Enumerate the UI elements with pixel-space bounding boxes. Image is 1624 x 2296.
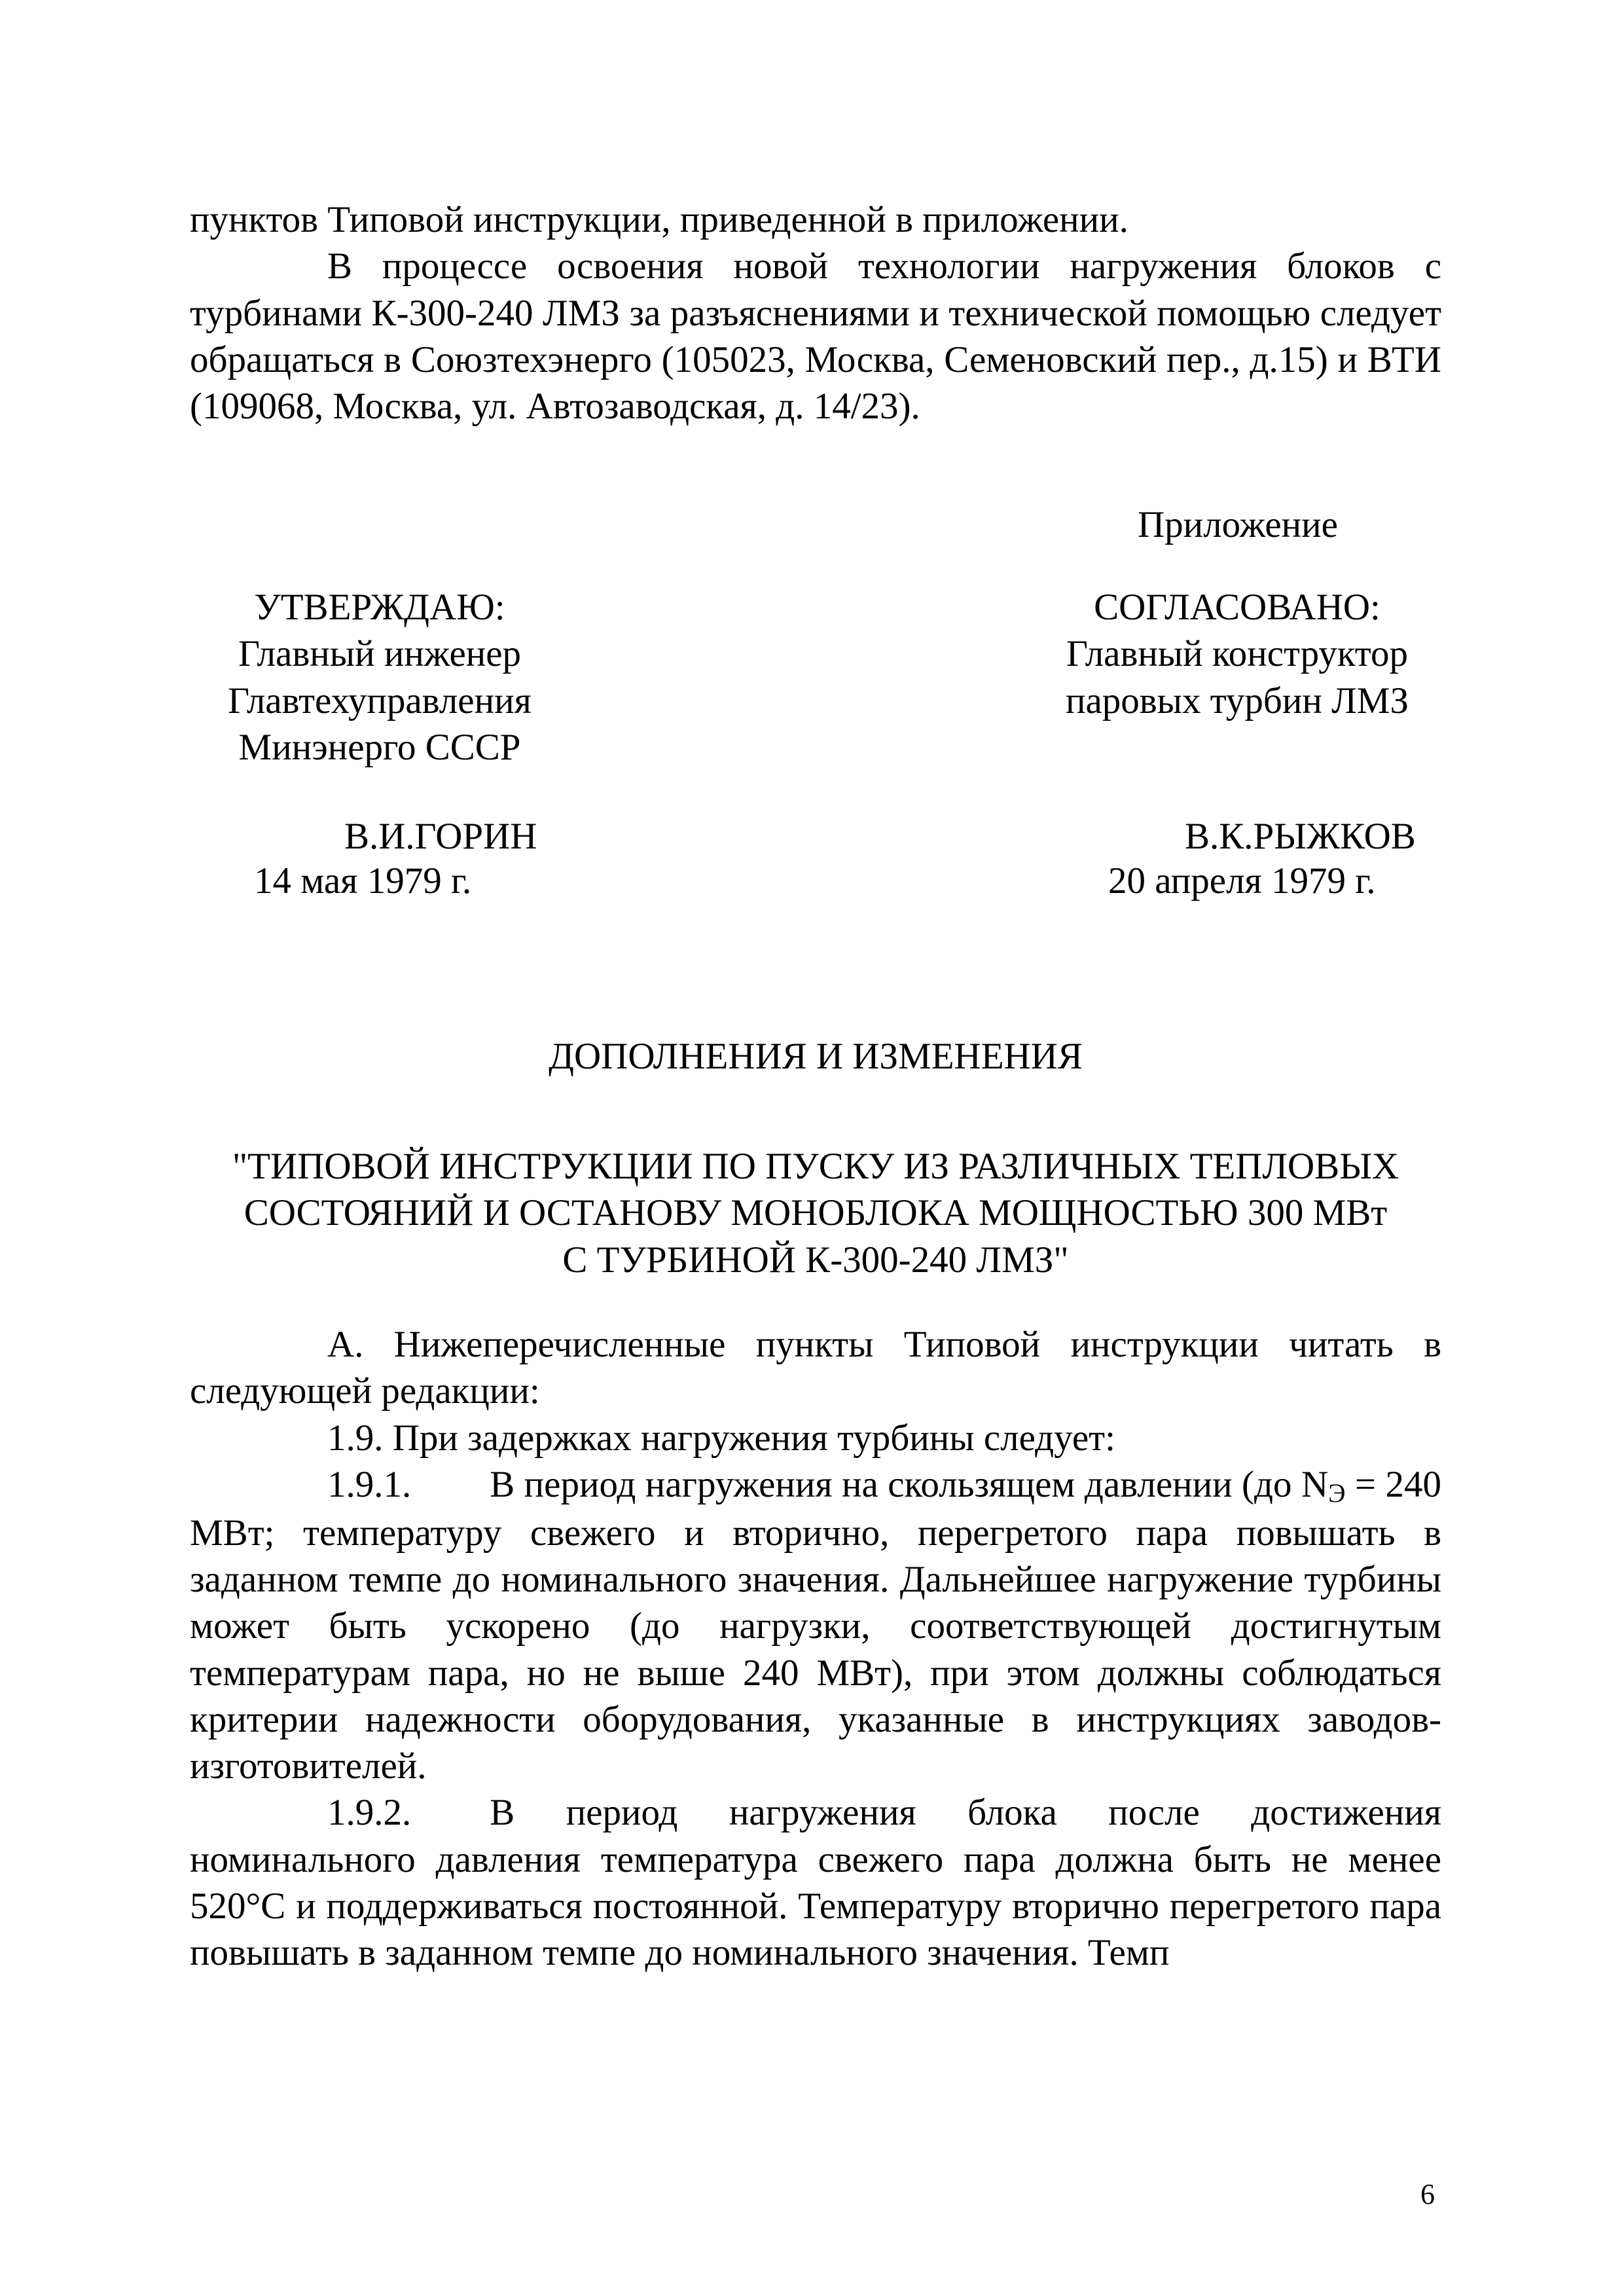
paragraph-1-9-2: 1.9.2. В период нагружения блока после достижения номинального давления температура свежего пара должна быть не менее 520°С и поддерживаться постоянной. Температуру вторично перегретого пара повышать в заданном темпе до номинального значения. Темп bbox=[190, 1792, 1441, 1973]
approval-right-title2: паровых турбин ЛМЗ bbox=[1065, 680, 1409, 721]
appendix-label: Приложение bbox=[1138, 504, 1338, 545]
approval-right-heading: СОГЛАСОВАНО: bbox=[1094, 587, 1380, 628]
subtitle-line: СОСТОЯНИЙ И ОСТАНОВУ МОНОБЛОКА МОЩНОСТЬЮ 300 МВт bbox=[244, 1192, 1388, 1234]
subscript: Э bbox=[1328, 1478, 1346, 1508]
approval-right bbox=[1028, 584, 1447, 724]
signatory-right-name: В.К.РЫЖКОВ bbox=[1185, 816, 1416, 857]
document-subtitle bbox=[190, 1143, 1441, 1283]
approval-left bbox=[196, 584, 563, 771]
page-number: 6 bbox=[1420, 2178, 1435, 2210]
signatory-left-date: 14 мая 1979 г. bbox=[254, 860, 472, 902]
approval-left-title3: Минэнерго СССР bbox=[238, 726, 521, 768]
intro-paragraph: В процессе освоения новой технологии нагружения блоков с турбинами К-300-240 ЛМЗ за разъяснениями и технической помощью следует обращаться в Союзтехэнерго (105023, Москва, Семеновский пер., д.15) и ВТИ (109068, Москва, ул. Автозаводская, д. 14/23). bbox=[190, 246, 1441, 427]
paragraph-number: 1.9.2. bbox=[327, 1792, 412, 1834]
signatory-right-date: 20 апреля 1979 г. bbox=[1108, 860, 1376, 902]
intro-section bbox=[190, 196, 1441, 429]
subtitle-line: С ТУРБИНОЙ К-300-240 ЛМЗ" bbox=[562, 1239, 1069, 1281]
paragraph-number: 1.9.1. bbox=[327, 1463, 412, 1505]
approval-left-title2: Главтехуправления bbox=[228, 680, 532, 721]
approval-left-title1: Главный инженер bbox=[238, 633, 522, 675]
intro-line: пунктов Типовой инструкции, приведенной в приложении. bbox=[190, 199, 1128, 240]
paragraph-a: А. Нижеперечисленные пункты Типовой инструкции читать в следующей редакции: bbox=[190, 1324, 1441, 1412]
signatory-left-name: В.И.ГОРИН bbox=[344, 816, 537, 857]
body-section bbox=[190, 1321, 1441, 1976]
approval-right-title1: Главный конструктор bbox=[1066, 633, 1408, 675]
subtitle-line: "ТИПОВОЙ ИНСТРУКЦИИ ПО ПУСКУ ИЗ РАЗЛИЧНЫХ ТЕПЛОВЫХ bbox=[232, 1146, 1399, 1187]
document-title: ДОПОЛНЕНИЯ И ИЗМЕНЕНИЯ bbox=[549, 1036, 1083, 1077]
paragraph-1-9-1: 1.9.1. В период нагружения на скользящем давлении (до $N_Э = 240$ МВт; температуру свежего и вторично, перегретого пара повышать в заданном темпе до номинального значения. Дальнейшее нагружение турбины может быть ускорено (до нагрузки, соответствующей достигнутым температурам пара, но не выше 240 МВт), при этом должны соблюдаться критерии надежности оборудования, указанные в инструкциях заводов-изготовителей. bbox=[190, 1463, 1441, 1787]
paragraph-1-9: 1.9. При задержках нагружения турбины следует: bbox=[327, 1417, 1115, 1459]
approval-left-heading: УТВЕРЖДАЮ: bbox=[254, 587, 505, 628]
